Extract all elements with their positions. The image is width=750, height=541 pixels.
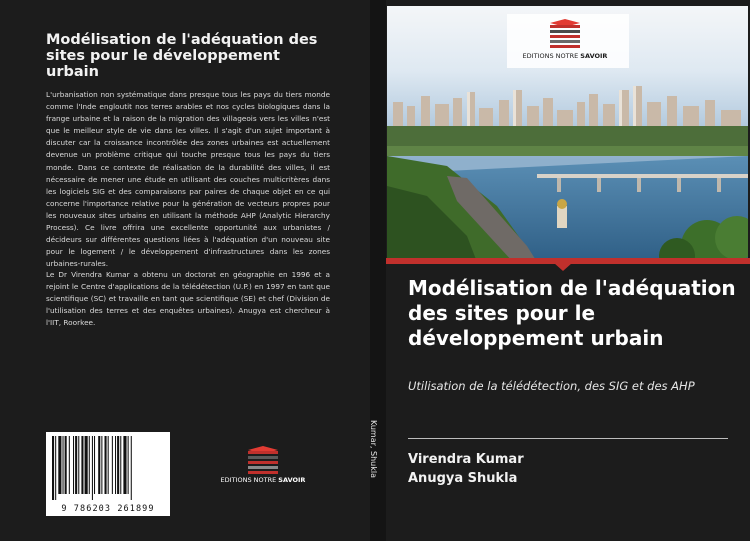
front-title: Modélisation de l'adéquation des sites pour le développement urbain: [408, 276, 736, 350]
spine-authors: Kumar, Shukla: [369, 420, 378, 478]
red-accent-notch: [554, 263, 572, 271]
publisher-logo-front: [520, 19, 610, 65]
publisher-logo-back: [218, 446, 308, 490]
publisher-name-back: EDITIONS NOTRE SAVOIR: [220, 476, 306, 484]
back-title: Modélisation de l'adéquation des sites pour le développement urbain: [46, 32, 318, 80]
publisher-books-icon: [218, 446, 308, 476]
front-subtitle: Utilisation de la télédétection, des SIG et des AHP: [408, 379, 695, 393]
back-abstract: L'urbanisation non systématique dans presque tous les pays du tiers monde comme l'Inde engloutit nos terres arables et nos cycles biologiques dans la frange urbaine et la raison de la migration des villageois vers les villes n'est que le meilleur style de vie dans les villes. Il s'agit d'un sujet important à discuter car la croissance incontrôlée des zones urbaines est actuellement devenue un problème critique qui touche presque tous les pays du tiers monde. Dans ce contexte de réalisation de la durabilité des villes, il est nécessaire de mener une étude en utilisant des couches multicritères dans les logiciels SIG et des comparaisons par paires de chaque objet en ce qui concerne l'importance relative pour la génération de vecteurs propres pour les nouveaux sites urbains en utilisant la méthode AHP (Analytic Hierarchy Process). Ce livre offrira une excellente opportunité aux urbanistes / décideurs sur différentes questions liées à l'adéquation d'un nouveau site pour le logement / le développement d'infrastructures dans les zones urbaines-rurales.: [46, 90, 330, 269]
author-name: Virendra Kumar: [408, 452, 524, 467]
publisher-books-icon-front: [520, 19, 610, 51]
author-name: Anugya Shukla: [408, 471, 518, 486]
publisher-name-front: EDITIONS NOTRE SAVOIR: [522, 52, 608, 60]
barcode-bars-icon: [50, 436, 166, 504]
isbn-barcode: [46, 432, 170, 516]
divider: [408, 438, 728, 439]
author-bio: Le Dr Virendra Kumar a obtenu un doctorat en géographie en 1996 et a rejoint le Centre d'applications de la télédétection (U.P.) en 1997 en tant que scientifique (SC) et travaille en tant que scientifique (SE) et chef (Division de l'utilisation des terres et des enquêtes urbaines). Anugya est chercheur à l'IIT, Roorkee.: [46, 270, 330, 328]
isbn-digits: 9 786203 261899: [61, 504, 155, 514]
